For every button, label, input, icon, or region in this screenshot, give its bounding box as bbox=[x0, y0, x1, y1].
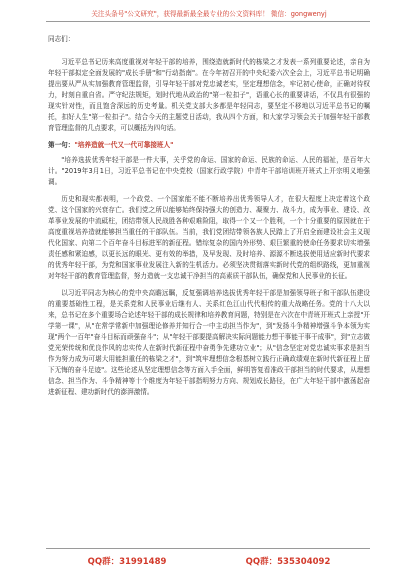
section-title: "培养造就一代又一代可靠接班人" bbox=[74, 141, 174, 149]
intro-paragraph: 习近平总书记历来高度重视对年轻干部的培养，围绕造就新时代的栋梁之才发表一系列重要论述，亲自为年轻干部拟定全面发展的"成长手册"和"行动指南"。在今年初召开的中央纪委六次全会上，习近平总书记明确提出要从严从实加强教育管理监督，引导年轻干部对党忠诚老实，坚定理想信念，牢记初心使命，正确对待权力，时刻自重自省。严守纪法规矩，划时代地从政治的"第一粒扣子"，语重心长的重要讲话，不仅具有很强的现实针对性，而且饱含深远的历史考量。机关党支部大多都是年轻同志，要坚定不移地以习近平总书记的嘱托，扣好人生"第一粒扣子"。结合今天的主题党日活动，我从四个方面，和大家学习领会关于加强年轻干部教育管理监督的几点要求，可以概括为四句话。 bbox=[48, 58, 370, 132]
footer-divider bbox=[46, 548, 370, 549]
section-paragraph-3: 以习近平同志为核心的党中央高瞻远瞩，反复强调培养选拔优秀年轻干部是加强领导班子和干部队伍建设的重要基础性工程，是关系党和人民事业后继有人、关系红色江山代代相传的重大战略任务。党的十八大以来，总书记在多个重要场合论述年轻干部的成长规律和培养教育问题，特别是在六次在中青班开班式上亲授"开学第一课"，从"在常学常新中加强理论修养并知行合一中主动担当作为"，到"发扬斗争精神增强斗争本领为实现"两个一百年"奋斗目标而顽强奋斗"；从"年轻干部要提高解决实际问题能力想干事能干事干成事"，到"立志做党光荣传统和优良作风的忠实传人在新时代新征程中奋勇争先建功立业"；从"信念坚定对党忠诚实事求是担当作为努力成为可堪大用能担重任的栋梁之才"，到"筑牢理想信念根基树立践行正确政绩观在新时代新征程上留下无悔的奋斗足迹"。这些论述从坚定理想信念等方面入手全面，鲜明答复看准政干部担当的时代要求，从理想信念、担当作为、斗争精神等十个维度为年轻干部指明努力方向、规划成长路径，在广大年轻干部中激荡起奋进新征程、建功新时代的澎湃激情。 bbox=[48, 289, 370, 396]
footer-qq-group-1: QQ群：31991489 bbox=[87, 557, 167, 567]
greeting: 同志们： bbox=[48, 35, 75, 43]
section-paragraph-2: 历史和现实都表明，一个政党、一个国家能不能不断培养出优秀领导人才，在很大程度上决定着这个政党、这个国家的兴衰存亡。我们党之所以能够始终保持强大的创造力、凝聚力、战斗力，成为事业、建设、改革事业发展的中流砥柱，团结带领人民战胜各种艰难险阻，取得一个又一个胜利，一个十分重要的原因就在于高度重视培养造就能够担当重任的干部队伍。当前，我们党团结带领各族人民踏上了开启全面建设社会主义现代化国家、向第二个百年奋斗目标进军的新征程。错综复杂的国内外形势、艰巨繁重的使命任务要求切实增强责任感和紧迫感，以更长远的眼光、更有效的举措，及早发现、及时培养、源源不断选拔使用适应新时代要求的优秀年轻干部，为党和国家事业发展注入新的生机活力。必须坚决贯彻落实新时代党的组织路线，更加重视对年轻干部的教育管理监督，努力造就一支忠诚干净担当的高素质干部队伍，确保党和人民事业的长征。 bbox=[48, 195, 370, 280]
header-divider bbox=[46, 21, 370, 22]
footer bbox=[48, 555, 370, 567]
header-banner: 关注头条号"公文研究"，获得最新最全最专业的公文资料库！ 微信：gongwenyj bbox=[91, 10, 327, 18]
footer-qq-group-2: QQ群：535304092 bbox=[245, 557, 331, 567]
section-label: 第一句： bbox=[48, 141, 75, 149]
document-body bbox=[48, 28, 370, 398]
section-paragraph-1: "培养选拔优秀年轻干部是一件大事，关乎党的命运、国家的命运、民族的命运、人民的福祉，是百年大计。"2019年3月1日，习近平总书记在中央党校（国家行政学院）中青年干部培训班开班式上开宗明义地强调。 bbox=[48, 156, 370, 186]
section-heading bbox=[48, 140, 370, 151]
